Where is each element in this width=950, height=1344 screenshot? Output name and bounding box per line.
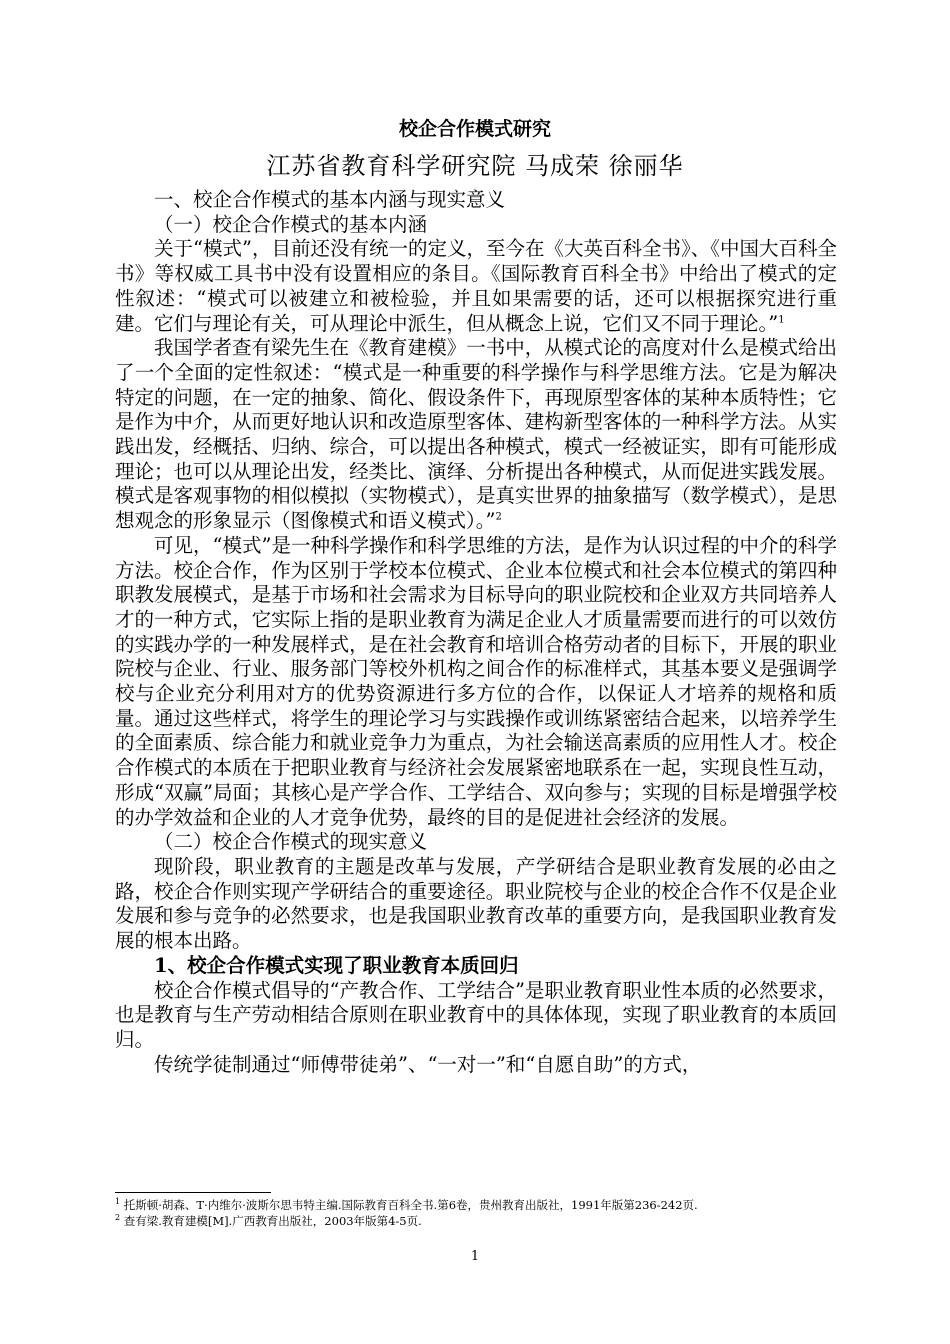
document-title: 校企合作模式研究 [398,118,551,140]
document-authors: 江苏省教育科学研究院 马成荣 徐丽华 [266,152,684,180]
footnote [115,1197,837,1213]
paragraph: 校企合作模式倡导的“产教合作、工学结合”是职业教育职业性本质的必然要求，也是教育与生产劳动相结合原则在职业教育中的具体体现，实现了职业教育的本质回归。 [115,978,837,1051]
paragraph [115,336,837,534]
paragraph: 现阶段，职业教育的主题是改革与发展，产学研结合是职业教育发展的必由之路，校企合作则实现产学研结合的重要途径。职业院校与企业的校企合作不仅是企业发展和参与竞争的必然要求，也是我国职业教育改革的重要方向，是我国职业教育发展的根本出路。 [115,854,837,953]
footnote-ref[interactable]: 2 [495,511,502,523]
page-number: 1 [470,1249,480,1264]
section-heading: 一、校企合作模式的基本内涵与现实意义 [154,188,506,211]
footnote [115,1213,837,1229]
footnote-ref[interactable]: 1 [778,314,785,326]
paragraph-text: 我国学者查有梁先生在《教育建模》一书中，从模式论的高度对什么是模式给出了一个全面的定性叙述：“模式是一种重要的科学操作与科学思维方法。它是为解决特定的问题，在一定的抽象、简化、假设条件下，再现原型客体的某种本质特性；它是作为中介，从而更好地认识和改造原型客体、建构新型客体的一种科学方法。从实践出发，经概括、归纳、综合，可以提出各种模式，模式一经被证实，即有可能形成理论；也可以从理论出发，经类比、演绎、分析提出各种模式，从而促进实践发展。模式是客观事物的相似模拟（实物模式），是真实世界的抽象描写（数学模式），是思想观念的形象显示（图像模式和语义模式）。” [115,336,837,533]
paragraph: 可见，“模式”是一种科学操作和科学思维的方法，是作为认识过程的中介的科学方法。校企合作，作为区别于学校本位模式、企业本位模式和社会本位模式的第四种职教发展模式，是基于市场和社会需求为目标导向的职业院校和企业双方共同培养人才的一种方式，它实际上指的是职业教育为满足企业人才质量需要而进行的可以效仿的实践办学的一种发展样式，是在社会教育和培训合格劳动者的目标下，开展的职业院校与企业、行业、服务部门等校外机构之间合作的标准样式，其基本要义是强调学校与企业充分利用对方的优势资源进行多方位的合作，以保证人才培养的规格和质量。通过这些样式，将学生的理论学习与实践操作或训练紧密结合起来，以培养学生的全面素质、综合能力和就业竞争力为重点，为社会输送高素质的应用性人才。校企合作模式的本质在于把职业教育与经济社会发展紧密地联系在一起，实现良性互动，形成“双赢”局面；其核心是产学合作、工学结合、双向参与；实现的目标是增强学校的办学效益和企业的人才竞争优势，最终的目的是促进社会经济的发展。 [115,533,837,829]
footnotes [115,1197,837,1229]
document-body [115,188,837,1077]
subsection-heading: （二）校企合作模式的现实意义 [154,830,428,854]
footnote-number: 1 [115,1197,121,1207]
subsection-heading: 1、校企合作模式实现了职业教育本质回归 [154,953,519,977]
footnote-separator [115,1192,271,1193]
footnote-number: 2 [115,1213,121,1223]
subsection-heading: （一）校企合作模式的基本内涵 [154,212,428,236]
paragraph: 传统学徒制通过“师傅带徒弟”、“一对一”和“自愿自助”的方式， [154,1052,702,1076]
paragraph-text: 关于“模式”，目前还没有统一的定义，至今在《大英百科全书》、《中国大百科全书》等权威工具书中没有设置相应的条目。《国际教育百科全书》中给出了模式的定性叙述：“模式可以被建立和被检验，并且如果需要的话，还可以根据探究进行重建。它们与理论有关，可从理论中派生，但从概念上说，它们又不同于理论。” [115,237,837,335]
paragraph [115,237,837,336]
footnote-text: 查有梁.教育建模[M].广西教育出版社，2003年版第4-5页. [123,1214,422,1228]
footnote-text: 托斯顿·胡森、T·内维尔·波斯尔思韦特主编.国际教育百科全书.第6卷，贵州教育出版社，1991年版第236-242页. [123,1198,698,1212]
